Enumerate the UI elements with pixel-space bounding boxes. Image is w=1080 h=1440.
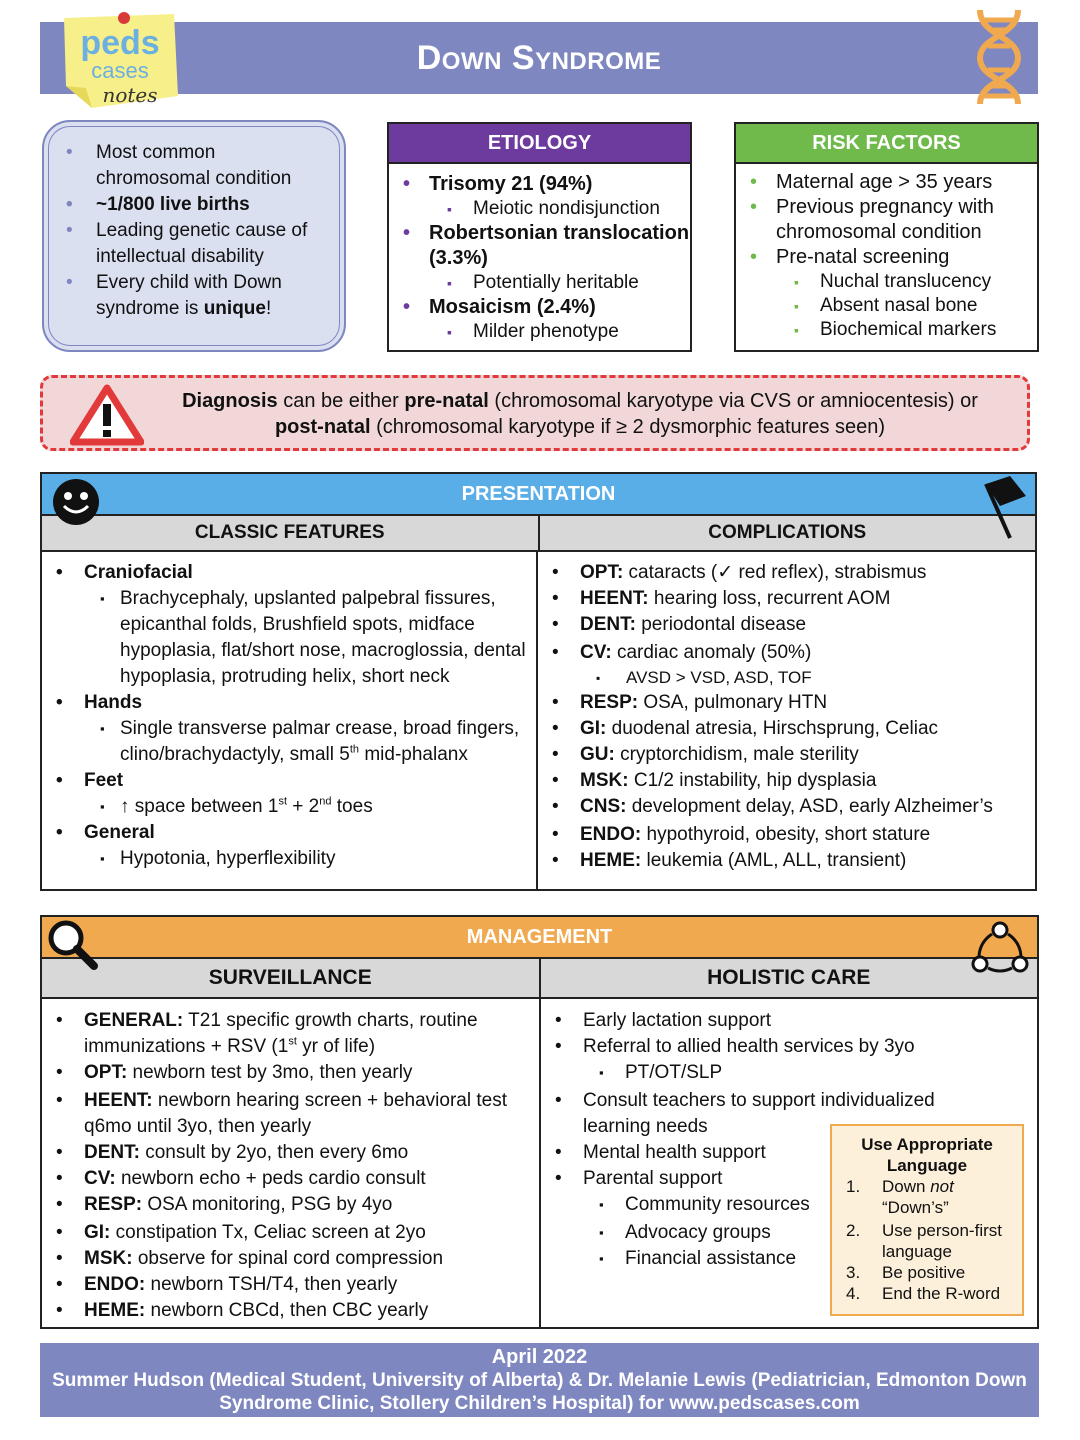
appropriate-language-list bbox=[832, 1176, 1022, 1304]
holistic-subitem: ▪ Community resources bbox=[541, 1192, 961, 1218]
logo-peds: peds bbox=[80, 24, 160, 62]
language-item: 1. Down not “Down’s” bbox=[846, 1177, 954, 1217]
language-item: 4. End the R-word bbox=[846, 1284, 1001, 1303]
risk-item: • Previous pregnancy with chromosomal condition bbox=[736, 195, 1037, 245]
holistic-item: • Early lactation support bbox=[541, 1008, 961, 1034]
complication-item: • HEME: leukemia (AML, ALL, transient) bbox=[538, 848, 1034, 874]
logo-cases: cases bbox=[91, 58, 149, 83]
holistic-item: • Consult teachers to support individualized learning needs bbox=[541, 1088, 961, 1140]
intro-item: • ~1/800 live births bbox=[64, 192, 334, 218]
presentation-title: PRESENTATION bbox=[42, 474, 1035, 514]
complication-subitem: ▪ AVSD > VSD, ASD, TOF bbox=[538, 666, 1034, 690]
etiology-box bbox=[387, 122, 692, 352]
etiology-item: • Trisomy 21 (94%) bbox=[389, 172, 690, 197]
holistic-item: • Referral to allied health services by 3yo bbox=[541, 1034, 961, 1060]
surveillance-item: • HEME: newborn CBCd, then CBC yearly bbox=[42, 1298, 536, 1324]
intro-item: • Most common chromosomal condition bbox=[64, 140, 334, 192]
feature-detail: ▪ ↑ space between 1st + 2nd toes bbox=[42, 794, 534, 820]
flag-icon bbox=[980, 474, 1030, 540]
etiology-item: • Robertsonian translocation (3.3%) bbox=[389, 221, 690, 271]
complications-header: COMPLICATIONS bbox=[538, 516, 1036, 550]
holistic-subitem: ▪ Advocacy groups bbox=[541, 1220, 961, 1246]
logo-notes: notes bbox=[102, 83, 158, 107]
diagnosis-text: Diagnosis can be either pre-natal (chromosomal karyotype via CVS or amniocentesis) or post-natal (chromosomal karyotype if ≥ 2 dysmorphic features seen) bbox=[182, 390, 978, 438]
intro-item: • Every child with Down syndrome is unique! bbox=[64, 270, 334, 322]
etiology-title: ETIOLOGY bbox=[389, 124, 690, 164]
feature-category: • General bbox=[42, 820, 534, 846]
pedscases-logo bbox=[62, 12, 180, 110]
surveillance-item: • GENERAL: T21 specific growth charts, routine immunizations + RSV (1st yr of life) bbox=[42, 1008, 536, 1060]
risk-factors-list bbox=[736, 164, 1037, 342]
classic-features-header: CLASSIC FEATURES bbox=[194, 522, 385, 543]
holistic-item: • Parental support bbox=[541, 1166, 961, 1192]
etiology-list bbox=[389, 164, 690, 344]
surveillance-list bbox=[42, 1008, 536, 1324]
complication-item: • GI: duodenal atresia, Hirschsprung, Celiac bbox=[538, 716, 1034, 742]
complication-item: • CV: cardiac anomaly (50%) bbox=[538, 640, 1034, 666]
magnifier-icon bbox=[46, 918, 100, 972]
surveillance-item: • CV: newborn echo + peds cardio consult bbox=[42, 1166, 536, 1192]
complication-item: • HEENT: hearing loss, recurrent AOM bbox=[538, 586, 1034, 612]
footer bbox=[40, 1343, 1039, 1417]
risk-item: • Pre-natal screening bbox=[736, 245, 1037, 270]
presentation-column-headers bbox=[42, 514, 1035, 552]
footer-credit: Summer Hudson (Medical Student, University of Alberta) & Dr. Melanie Lewis (Pediatrician, Edmonton Down Syndrome Clinic, Stollery Children’s Hospital) for www.pedscases.com bbox=[52, 1370, 1027, 1414]
complication-item: • GU: cryptorchidism, male sterility bbox=[538, 742, 1034, 768]
footer-date: April 2022 bbox=[491, 1346, 588, 1368]
risk-item: • Maternal age > 35 years bbox=[736, 170, 1037, 195]
etiology-item: • Mosaicism (2.4%) bbox=[389, 295, 690, 320]
holistic-subitem: ▪ Financial assistance bbox=[541, 1246, 961, 1272]
risk-subitem: ▪ Absent nasal bone bbox=[736, 294, 1037, 318]
dna-icon bbox=[966, 6, 1032, 108]
feature-detail: ▪ Brachycephaly, upslanted palpebral fissures, epicanthal folds, Brushfield spots, midface hypoplasia, flat/short nose, macroglossia, dental hypoplasia, protruding helix, short neck bbox=[42, 586, 534, 690]
feature-category: • Hands bbox=[42, 690, 534, 716]
etiology-subitem: ▪ Meiotic nondisjunction bbox=[389, 197, 690, 221]
appropriate-language-box bbox=[830, 1124, 1024, 1316]
management-title: MANAGEMENT bbox=[42, 917, 1037, 957]
complication-item: • OPT: cataracts (✓ red reflex), strabismus bbox=[538, 560, 1034, 586]
appropriate-language-title: Use Appropriate Language bbox=[861, 1135, 993, 1175]
feature-category: • Craniofacial bbox=[42, 560, 534, 586]
smiley-icon bbox=[52, 478, 100, 526]
cycle-icon bbox=[970, 920, 1030, 976]
management-column-headers bbox=[42, 957, 1037, 999]
feature-category: • Feet bbox=[42, 768, 534, 794]
complication-item: • DENT: periodontal disease bbox=[538, 612, 1034, 638]
language-item: 2. Use person-first language bbox=[846, 1221, 1002, 1261]
surveillance-header: SURVEILLANCE bbox=[208, 966, 372, 989]
etiology-subitem: ▪ Potentially heritable bbox=[389, 271, 690, 295]
complication-item: • RESP: OSA, pulmonary HTN bbox=[538, 690, 1034, 716]
surveillance-item: • MSK: observe for spinal cord compression bbox=[42, 1246, 536, 1272]
surveillance-item: • OPT: newborn test by 3mo, then yearly bbox=[42, 1060, 536, 1086]
surveillance-item: • DENT: consult by 2yo, then every 6mo bbox=[42, 1140, 536, 1166]
language-item: 3. Be positive bbox=[846, 1263, 966, 1282]
risk-factors-box bbox=[734, 122, 1039, 352]
surveillance-item: • RESP: OSA monitoring, PSG by 4yo bbox=[42, 1192, 536, 1218]
holistic-care-header: HOLISTIC CARE bbox=[539, 959, 1038, 997]
complication-item: • ENDO: hypothyroid, obesity, short stature bbox=[538, 822, 1034, 848]
etiology-subitem: ▪ Milder phenotype bbox=[389, 320, 690, 344]
intro-list bbox=[64, 140, 334, 322]
risk-factors-title: RISK FACTORS bbox=[736, 124, 1037, 164]
feature-detail: ▪ Hypotonia, hyperflexibility bbox=[42, 846, 534, 872]
warning-icon bbox=[70, 384, 144, 446]
complication-item: • MSK: C1/2 instability, hip dysplasia bbox=[538, 768, 1034, 794]
complications-list bbox=[538, 560, 1034, 874]
risk-subitem: ▪ Nuchal translucency bbox=[736, 270, 1037, 294]
surveillance-item: • HEENT: newborn hearing screen + behavioral test q6mo until 3yo, then yearly bbox=[42, 1088, 536, 1140]
feature-detail: ▪ Single transverse palmar crease, broad fingers, clino/brachydactyly, small 5th mid-phalanx bbox=[42, 716, 534, 768]
complication-item: • CNS: development delay, ASD, early Alzheimer’s bbox=[538, 794, 1034, 820]
holistic-subitem: ▪ PT/OT/SLP bbox=[541, 1060, 961, 1086]
holistic-item: • Mental health support bbox=[541, 1140, 961, 1166]
page-title: Down Syndrome bbox=[416, 38, 662, 77]
intro-item: • Leading genetic cause of intellectual disability bbox=[64, 218, 334, 270]
risk-subitem: ▪ Biochemical markers bbox=[736, 318, 1037, 342]
surveillance-item: • ENDO: newborn TSH/T4, then yearly bbox=[42, 1272, 536, 1298]
surveillance-item: • GI: constipation Tx, Celiac screen at 2yo bbox=[42, 1220, 536, 1246]
classic-features-list bbox=[42, 560, 534, 872]
